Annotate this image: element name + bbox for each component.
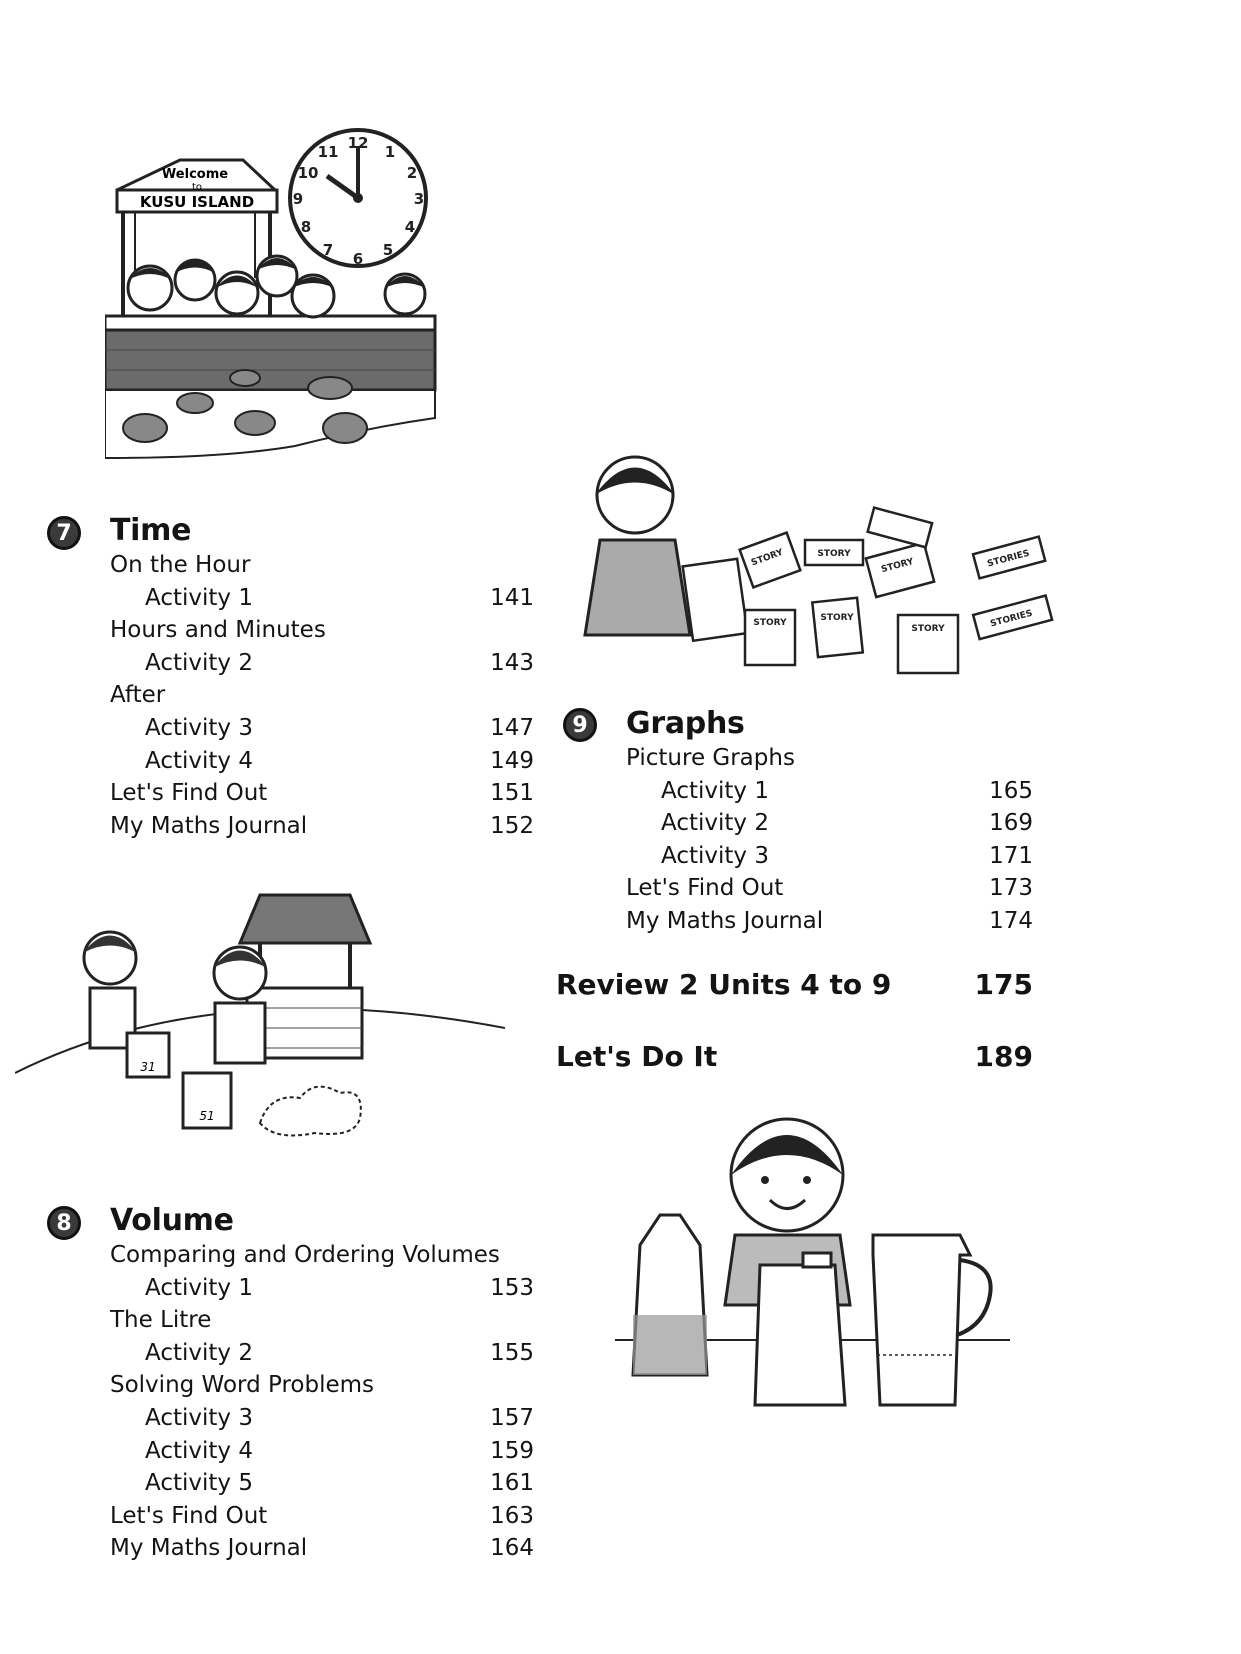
toc-row[interactable]: [626, 807, 1033, 840]
toc-row[interactable]: [110, 1369, 534, 1402]
toc-section-label: Solving Word Problems: [110, 1372, 374, 1399]
clock-number: 11: [317, 143, 339, 161]
toc-row[interactable]: [110, 777, 534, 810]
unit-number: 9: [572, 712, 588, 738]
toc-page-number: 155: [490, 1339, 534, 1366]
toc-activity-label: Activity 1: [145, 584, 253, 611]
review-page-number: 175: [974, 968, 1033, 1001]
toc-activity-label: Activity 4: [145, 1437, 253, 1464]
clock-number: 10: [297, 164, 319, 182]
book-label: STORY: [749, 547, 785, 569]
toc-row[interactable]: [110, 582, 534, 615]
toc-section-label: My Maths Journal: [626, 907, 824, 934]
clock-number: 7: [322, 241, 334, 259]
toc-row[interactable]: [110, 1532, 534, 1565]
book-label: STORY: [911, 624, 945, 634]
well-illustration: [15, 893, 505, 1203]
toc-row[interactable]: [110, 745, 534, 778]
bucket-label: 51: [199, 1109, 215, 1123]
toc-row[interactable]: [110, 1435, 534, 1468]
toc-row[interactable]: [110, 679, 534, 712]
unit-9-contents: [626, 742, 1033, 938]
sign-line-2: to: [191, 182, 203, 193]
book-label: STORIES: [989, 608, 1034, 630]
unit-title: Graphs: [626, 706, 745, 741]
containers-illustration: [615, 1105, 1015, 1415]
toc-page-number: 169: [989, 810, 1033, 837]
clock-number: 9: [292, 190, 304, 208]
toc-page-number: 141: [490, 584, 534, 611]
toc-row[interactable]: [110, 1337, 534, 1370]
unit-number: 7: [56, 520, 72, 546]
sign-line-3: KUSU ISLAND: [139, 193, 255, 211]
toc-row[interactable]: [110, 1272, 534, 1305]
review-entry[interactable]: [556, 968, 1033, 1008]
toc-section-label: After: [110, 682, 166, 709]
toc-row[interactable]: [110, 1304, 534, 1337]
toc-page-number: 164: [490, 1535, 534, 1562]
toc-page-number: 165: [989, 777, 1033, 804]
toc-page-number: 153: [490, 1274, 534, 1301]
toc-row[interactable]: [110, 647, 534, 680]
toc-activity-label: Activity 4: [145, 747, 253, 774]
toc-row[interactable]: [626, 742, 1033, 775]
clock-number: 5: [382, 241, 394, 259]
toc-row[interactable]: [626, 905, 1033, 938]
toc-page-number: 163: [490, 1502, 534, 1529]
unit-title: Time: [110, 513, 192, 548]
book-label: STORY: [820, 613, 854, 623]
book-label: STORY: [880, 556, 915, 576]
clock-number: 1: [384, 143, 396, 161]
toc-page-number: 159: [490, 1437, 534, 1464]
review-label: Review 2 Units 4 to 9: [556, 968, 892, 1001]
story-books-illustration: [580, 455, 1070, 680]
toc-activity-label: Activity 1: [145, 1274, 253, 1301]
clock-number: 12: [347, 134, 369, 152]
toc-section-label: Let's Find Out: [110, 780, 268, 807]
sign-line-1: Welcome: [161, 167, 229, 182]
clock-number: 8: [300, 218, 312, 236]
toc-row[interactable]: [110, 810, 534, 843]
book-label: STORIES: [986, 548, 1031, 570]
toc-page-number: 151: [490, 780, 534, 807]
toc-activity-label: Activity 2: [661, 810, 769, 837]
toc-section-label: Let's Find Out: [110, 1502, 268, 1529]
toc-page-number: 173: [989, 875, 1033, 902]
toc-activity-label: Activity 2: [145, 649, 253, 676]
clock-number: 2: [406, 164, 418, 182]
clock-number: 4: [404, 218, 416, 236]
kusu-island-illustration: [105, 128, 465, 488]
toc-page-number: 157: [490, 1404, 534, 1431]
toc-row[interactable]: [626, 775, 1033, 808]
toc-page-number: 161: [490, 1470, 534, 1497]
toc-page-number: 143: [490, 649, 534, 676]
toc-activity-label: Activity 1: [661, 777, 769, 804]
toc-section-label: Hours and Minutes: [110, 617, 326, 644]
unit-number-badge: [47, 516, 81, 550]
toc-section-label: Comparing and Ordering Volumes: [110, 1242, 500, 1268]
toc-section-label: The Litre: [110, 1307, 212, 1334]
toc-activity-label: Activity 3: [661, 842, 769, 869]
toc-row[interactable]: [626, 872, 1033, 905]
lets-do-it-page-number: 189: [974, 1040, 1033, 1073]
unit-8-contents: [110, 1239, 534, 1565]
unit-7-contents: [110, 549, 534, 842]
toc-row[interactable]: [110, 712, 534, 745]
toc-row[interactable]: [110, 549, 534, 582]
lets-do-it-label: Let's Do It: [556, 1040, 718, 1073]
toc-section-label: Let's Find Out: [626, 875, 784, 902]
clock-number: 3: [413, 190, 425, 208]
toc-section-label: My Maths Journal: [110, 1535, 308, 1562]
toc-row[interactable]: [110, 1467, 534, 1500]
toc-row[interactable]: [626, 840, 1033, 873]
toc-page-number: 147: [490, 714, 534, 741]
toc-row[interactable]: [110, 1402, 534, 1435]
toc-section-label: On the Hour: [110, 552, 251, 578]
toc-row[interactable]: [110, 1239, 534, 1272]
toc-activity-label: Activity 3: [145, 1404, 253, 1431]
toc-row[interactable]: [110, 614, 534, 647]
toc-activity-label: Activity 3: [145, 714, 253, 741]
unit-number: 8: [56, 1210, 72, 1236]
toc-activity-label: Activity 2: [145, 1339, 253, 1366]
toc-page-number: 171: [989, 842, 1033, 869]
bucket-label: 31: [140, 1060, 156, 1074]
toc-row[interactable]: [110, 1500, 534, 1533]
toc-activity-label: Activity 5: [145, 1470, 253, 1497]
book-label: STORY: [753, 618, 787, 628]
unit-number-badge: [47, 1206, 81, 1240]
unit-number-badge: [563, 708, 597, 742]
toc-section-label: My Maths Journal: [110, 812, 308, 839]
book-label: STORY: [817, 549, 851, 559]
clock-number: 6: [352, 250, 364, 268]
toc-page-number: 152: [490, 812, 534, 839]
lets-do-it-entry[interactable]: [556, 1040, 1033, 1080]
toc-page-number: 174: [989, 907, 1033, 934]
toc-page-number: 149: [490, 747, 534, 774]
unit-title: Volume: [110, 1203, 234, 1238]
toc-section-label: Picture Graphs: [626, 745, 795, 771]
